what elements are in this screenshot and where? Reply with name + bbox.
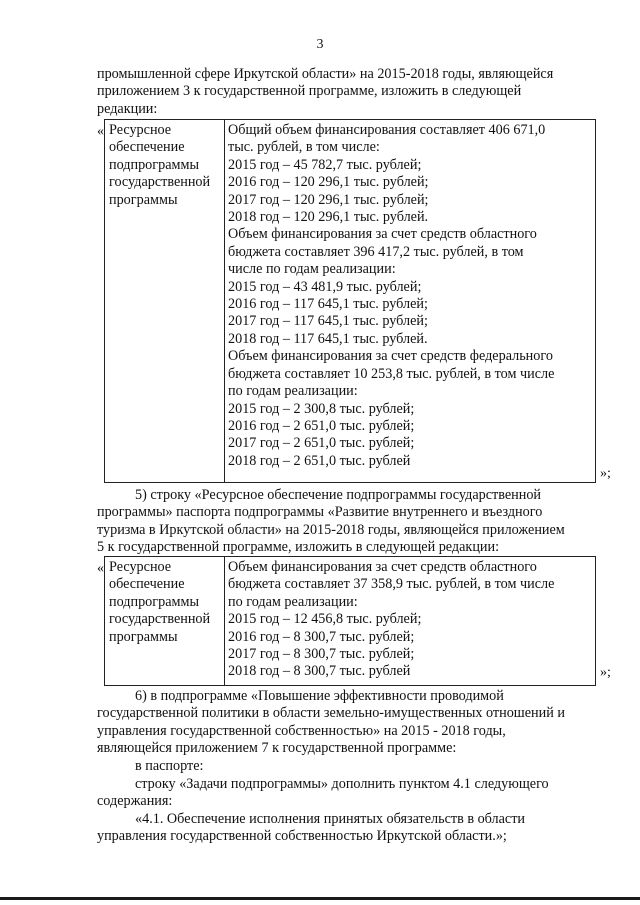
table1-content-line: бюджета составляет 10 253,8 тыс. рублей, в том числе — [228, 365, 555, 382]
table1-close-quote: »; — [600, 466, 611, 481]
paragraph-5 — [97, 487, 612, 557]
para5-line-3: туризма в Иркутской области» на 2015-2018 годы, являющейся приложением — [97, 521, 565, 538]
table1-content-line: 2018 год – 2 651,0 тыс. рублей — [228, 452, 411, 469]
item-4-1-paragraph — [97, 811, 612, 846]
table1-content-line: 2017 год – 2 651,0 тыс. рублей; — [228, 435, 415, 452]
table1-content-line: Общий объем финансирования составляет 406 671,0 — [228, 122, 546, 138]
table1-content-line: 2017 год – 117 645,1 тыс. рублей; — [228, 313, 428, 330]
table1-label-line: Ресурсное — [109, 122, 172, 138]
scan-edge-line — [0, 897, 640, 900]
table2-content-cell — [225, 557, 595, 685]
tasks-paragraph — [97, 776, 612, 811]
para6-line-2: государственной политики в области земельно-имущественных отношений и — [97, 705, 565, 722]
page-number: 3 — [316, 37, 324, 52]
table2-label-line: подпрограммы — [109, 593, 199, 610]
para6-line-1: 6) в подпрограмме «Повышение эффективности проводимой — [135, 688, 504, 704]
para5-line-4: 5 к государственной программе, изложить в следующей редакции: — [97, 539, 500, 556]
tasks-line-2: содержания: — [97, 793, 173, 810]
table1-content-line: Объем финансирования за счет средств федерального — [228, 348, 553, 365]
table1-content-line: Объем финансирования за счет средств областного — [228, 226, 537, 243]
intro-line-1: промышленной сфере Иркутской области» на 2015-2018 годы, являющейся — [97, 66, 554, 82]
para6-line-4: являющейся приложением 7 к государственной программе: — [97, 740, 457, 757]
intro-paragraph — [97, 66, 612, 118]
table1-content-line: 2016 год – 2 651,0 тыс. рублей; — [228, 417, 415, 434]
item-line-2: управления государственной собственностью Иркутской области.»; — [97, 828, 507, 845]
resource-table-1 — [104, 119, 596, 483]
table1-label-line: программы — [109, 191, 178, 208]
table1-label-line: подпрограммы — [109, 156, 199, 173]
para5-line-1: 5) строку «Ресурсное обеспечение подпрограммы государственной — [135, 487, 542, 503]
table2-label-line: Ресурсное — [109, 559, 172, 575]
table2-label-line: программы — [109, 628, 178, 645]
table1-label-line: обеспечение — [109, 139, 185, 156]
table1-content-line: 2015 год – 45 782,7 тыс. рублей; — [228, 156, 422, 173]
table1-content-line: 2016 год – 120 296,1 тыс. рублей; — [228, 174, 429, 191]
tasks-line-1: строку «Задачи подпрограммы» дополнить пунктом 4.1 следующего — [135, 776, 549, 792]
table2-label-cell — [105, 557, 225, 685]
table1-content-line: тыс. рублей, в том числе: — [228, 139, 380, 156]
table1-content-line: 2016 год – 117 645,1 тыс. рублей; — [228, 296, 428, 313]
table2-label-line: обеспечение — [109, 576, 185, 593]
table1-label-cell — [105, 120, 225, 482]
item-line-1: «4.1. Обеспечение исполнения принятых обязательств в области — [135, 811, 526, 827]
table2-content-line: по годам реализации: — [228, 593, 358, 610]
table1-content-line: 2015 год – 2 300,8 тыс. рублей; — [228, 400, 415, 417]
table1-content-line: 2015 год – 43 481,9 тыс. рублей; — [228, 278, 422, 295]
table2-open-quote: « — [97, 561, 104, 576]
para6-line-3: управления государственной собственностью» на 2015 - 2018 годы, — [97, 722, 506, 739]
table1-content-line: по годам реализации: — [228, 383, 358, 400]
table1-content-cell — [225, 120, 595, 482]
table1-content-line: бюджета составляет 396 417,2 тыс. рублей, в том — [228, 243, 524, 260]
resource-table-2 — [104, 556, 596, 686]
table2-content-line: 2018 год – 8 300,7 тыс. рублей — [228, 663, 411, 680]
passport-paragraph — [97, 758, 612, 775]
table2-content-line: Объем финансирования за счет средств областного — [228, 559, 537, 575]
table1-content-line: 2017 год – 120 296,1 тыс. рублей; — [228, 191, 429, 208]
table2-content-line: 2016 год – 8 300,7 тыс. рублей; — [228, 628, 415, 645]
paragraph-6 — [97, 688, 612, 758]
intro-line-2: приложением 3 к государственной программе, изложить в следующей — [97, 83, 522, 100]
table1-label-line: государственной — [109, 174, 211, 191]
passport-line: в паспорте: — [135, 758, 204, 774]
table2-label-line: государственной — [109, 611, 211, 628]
table1-content-line: 2018 год – 120 296,1 тыс. рублей. — [228, 209, 429, 226]
table2-content-line: бюджета составляет 37 358,9 тыс. рублей, в том числе — [228, 576, 555, 593]
table2-close-quote: »; — [600, 665, 611, 680]
intro-line-3: редакции: — [97, 100, 158, 117]
table1-content-line: 2018 год – 117 645,1 тыс. рублей. — [228, 330, 428, 347]
table2-content-line: 2017 год – 8 300,7 тыс. рублей; — [228, 646, 415, 663]
table1-content-line: числе по годам реализации: — [228, 261, 396, 278]
table2-content-line: 2015 год – 12 456,8 тыс. рублей; — [228, 611, 422, 628]
para5-line-2: программы» паспорта подпрограммы «Развитие внутреннего и въездного — [97, 504, 543, 521]
table1-open-quote: « — [97, 124, 104, 139]
